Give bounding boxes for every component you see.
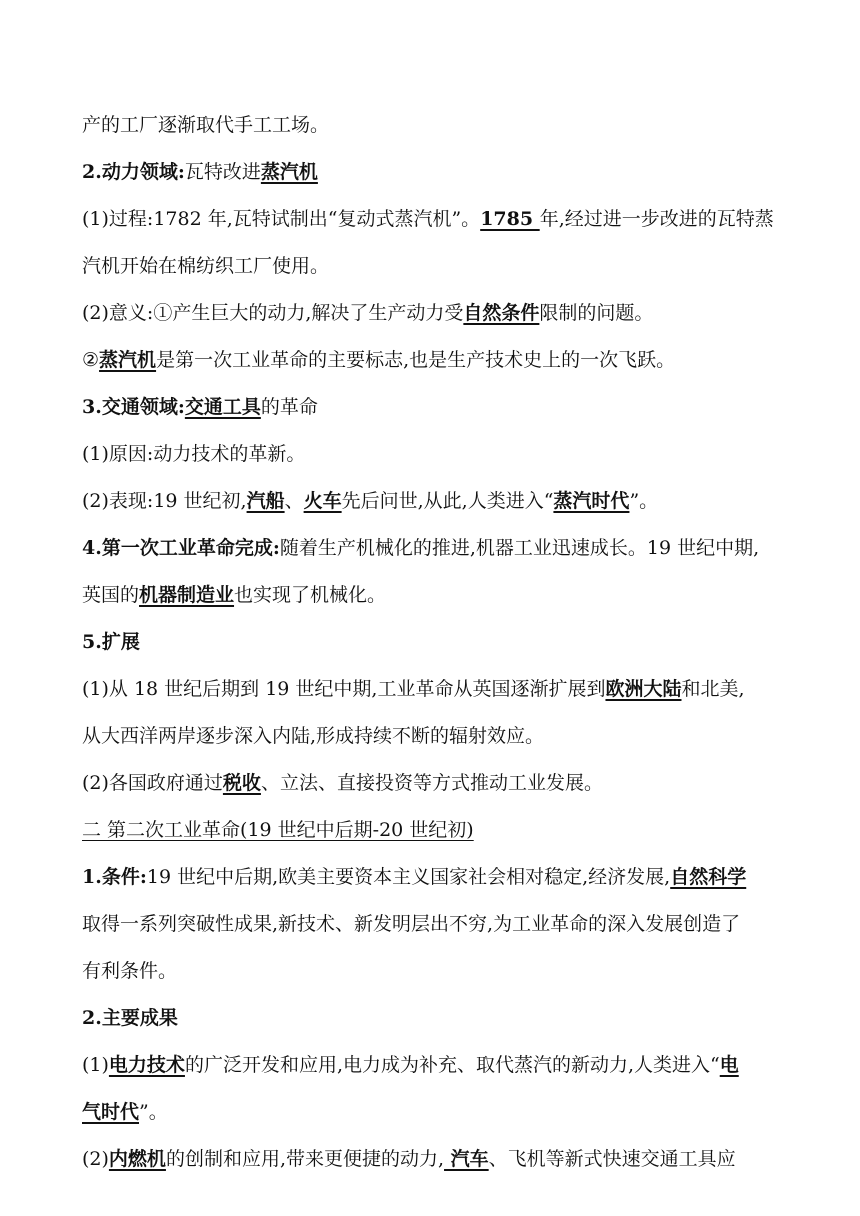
- text-segment: (1)过程:1782 年,瓦特试制出“复动式蒸汽机”。: [82, 208, 481, 230]
- text-segment: (2)意义:①产生巨大的动力,解决了生产动力受: [82, 302, 464, 324]
- text-segment: 先后问世,从此,人类进入“: [341, 490, 554, 512]
- text-line: [82, 807, 782, 854]
- underlined-keyword: 自然科学: [670, 866, 747, 888]
- text-line: [82, 478, 782, 525]
- text-line: [82, 431, 782, 478]
- text-segment: (1)从 18 世纪后期到 19 世纪中期,工业革命从英国逐渐扩展到: [82, 678, 606, 700]
- text-segment: 随着生产机械化的推进,机器工业迅速成长。19 世纪中期,: [279, 537, 760, 559]
- text-line: [82, 854, 782, 901]
- underlined-keyword: 电: [719, 1054, 739, 1076]
- underlined-keyword: 交通工具: [184, 396, 261, 418]
- text-line: [82, 619, 782, 666]
- text-segment: 19 世纪中后期,欧美主要资本主义国家社会相对稳定,经济发展,: [146, 866, 671, 888]
- bold-heading: 1.条件:: [82, 866, 147, 888]
- text-segment: 也实现了机械化。: [234, 584, 387, 606]
- underlined-keyword: 蒸汽机: [99, 349, 157, 371]
- text-line: [82, 243, 782, 290]
- text-line: [82, 713, 782, 760]
- underlined-keyword: 机器制造业: [139, 584, 235, 606]
- text-segment: ②: [82, 349, 100, 371]
- text-line: [82, 760, 782, 807]
- text-line: [82, 666, 782, 713]
- document-page: [82, 102, 782, 1183]
- text-segment: 的革命: [260, 396, 318, 418]
- text-segment: 汽机开始在棉纺织工厂使用。: [82, 255, 330, 277]
- text-segment: 的广泛开发和应用,电力成为补充、取代蒸汽的新动力,人类进入“: [184, 1054, 720, 1076]
- text-segment: (2)各国政府通过: [82, 772, 223, 794]
- text-segment: 的创制和应用,带来更便捷的动力,: [165, 1148, 445, 1170]
- underlined-keyword: 蒸汽时代: [553, 490, 630, 512]
- text-line: [82, 995, 782, 1042]
- text-line: [82, 196, 782, 243]
- text-line: [82, 525, 782, 572]
- bold-heading: 5.扩展: [82, 631, 140, 653]
- text-line: [82, 337, 782, 384]
- underlined-keyword: 汽车: [444, 1148, 489, 1170]
- text-line: [82, 901, 782, 948]
- section-heading: 二 第二次工业革命(19 世纪中后期-20 世纪初): [82, 819, 474, 841]
- text-segment: (1): [82, 1054, 109, 1076]
- text-segment: 瓦特改进: [184, 161, 261, 183]
- text-line: [82, 1042, 782, 1089]
- text-segment: (2)表现:19 世纪初,: [82, 490, 247, 512]
- text-segment: (1)原因:动力技术的革新。: [82, 443, 306, 465]
- underlined-keyword: 税收: [222, 772, 261, 794]
- text-segment: 、: [284, 490, 304, 512]
- text-segment: (2): [82, 1148, 109, 1170]
- underlined-keyword: 内燃机: [108, 1148, 166, 1170]
- text-line: [82, 572, 782, 619]
- text-line: [82, 290, 782, 337]
- underlined-keyword: 气时代: [82, 1101, 140, 1123]
- text-line: [82, 384, 782, 431]
- text-segment: 和北美,: [681, 678, 745, 700]
- text-segment: 、立法、直接投资等方式推动工业发展。: [260, 772, 603, 794]
- text-line: [82, 1089, 782, 1136]
- underlined-keyword: 电力技术: [108, 1054, 185, 1076]
- text-line: [82, 948, 782, 995]
- underlined-keyword: 火车: [303, 490, 342, 512]
- text-segment: 英国的: [82, 584, 140, 606]
- underlined-keyword: 汽船: [246, 490, 285, 512]
- document-body: [82, 102, 782, 1183]
- text-segment: 限制的问题。: [539, 302, 654, 324]
- text-line: [82, 149, 782, 196]
- bold-heading: 2.主要成果: [82, 1007, 178, 1029]
- bold-heading: 3.交通领域:: [82, 396, 185, 418]
- underlined-keyword: 1785: [480, 208, 540, 230]
- text-segment: 取得一系列突破性成果,新技术、新发明层出不穷,为工业革命的深入发展创造了: [82, 913, 741, 935]
- text-segment: 从大西洋两岸逐步深入内陆,形成持续不断的辐射效应。: [82, 725, 545, 747]
- underlined-keyword: 蒸汽机: [260, 161, 318, 183]
- text-segment: 产的工厂逐渐取代手工工场。: [82, 114, 330, 136]
- bold-heading: 2.动力领域:: [82, 161, 185, 183]
- text-line: [82, 102, 782, 149]
- text-segment: 有利条件。: [82, 960, 178, 982]
- text-segment: 年,经过进一步改进的瓦特蒸: [539, 208, 774, 230]
- bold-heading: 4.第一次工业革命完成:: [82, 537, 280, 559]
- text-segment: 、飞机等新式快速交通工具应: [488, 1148, 736, 1170]
- text-segment: 是第一次工业革命的主要标志,也是生产技术史上的一次飞跃。: [156, 349, 676, 371]
- text-segment: ”。: [629, 490, 659, 512]
- underlined-keyword: 欧洲大陆: [605, 678, 682, 700]
- text-segment: ”。: [139, 1101, 168, 1123]
- underlined-keyword: 自然条件: [463, 302, 540, 324]
- text-line: [82, 1136, 782, 1183]
